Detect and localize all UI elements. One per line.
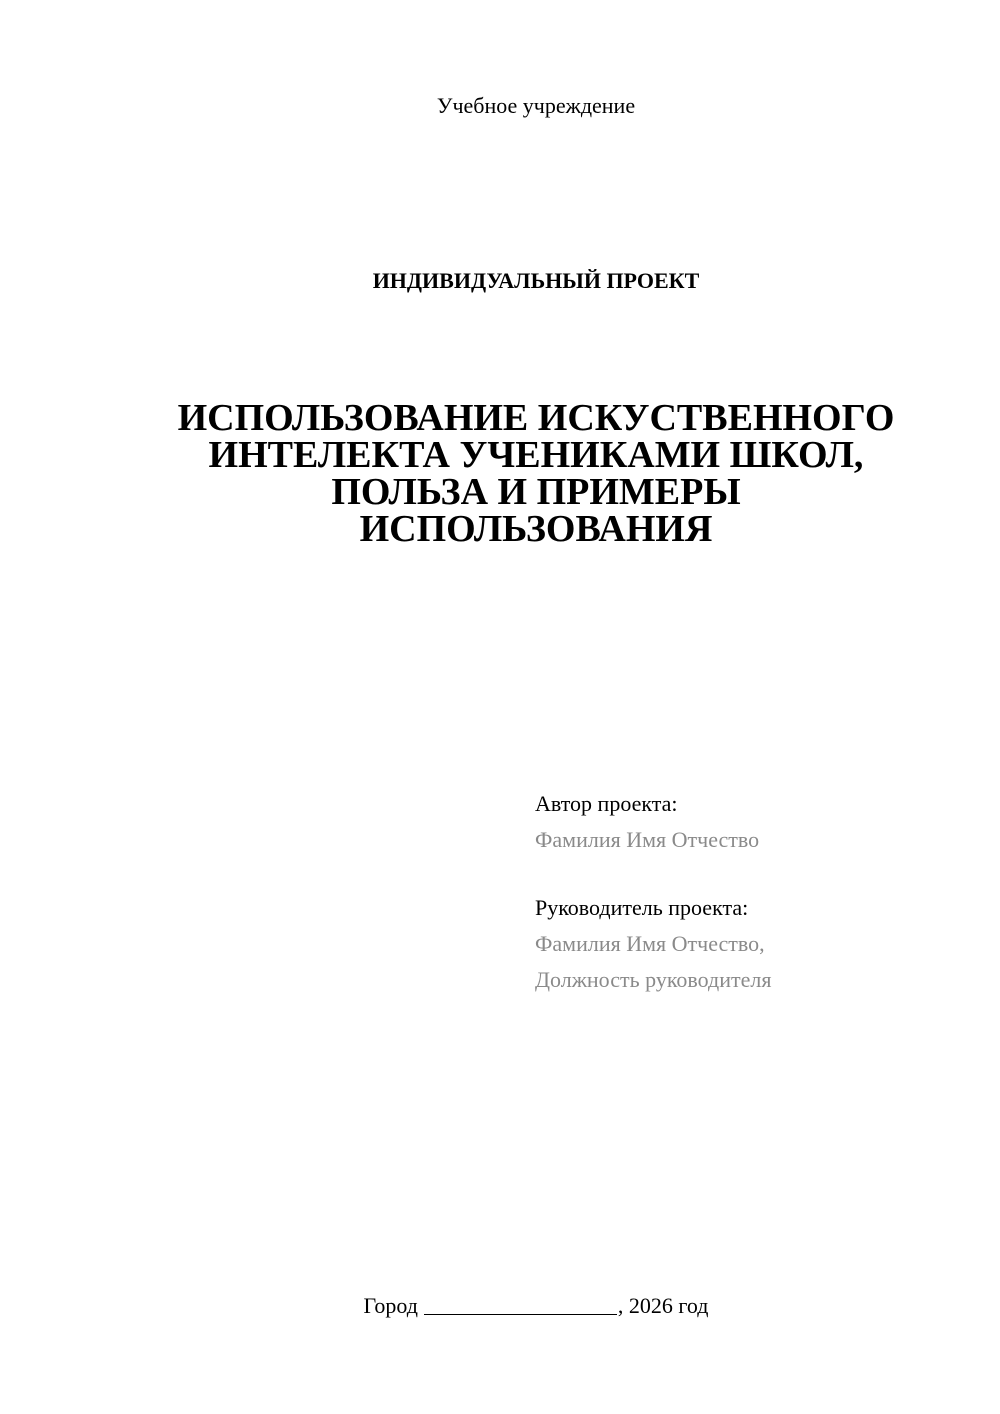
project-title-line: ПОЛЬЗА И ПРИМЕРЫ (331, 471, 741, 513)
supervisor-block (535, 890, 771, 998)
author-block (535, 786, 759, 858)
project-title-line: ИСПОЛЬЗОВАНИЯ (359, 508, 713, 550)
city-label: Город (363, 1293, 418, 1318)
project-type-heading: ИНДИВИДУАЛЬНЫЙ ПРОЕКТ (372, 268, 700, 293)
project-title-line: ИНТЕЛЕКТА УЧЕНИКАМИ ШКОЛ, (208, 434, 864, 476)
supervisor-label: Руководитель проекта: (535, 895, 749, 920)
footer-city-year (0, 1290, 1000, 1321)
supervisor-position-placeholder: Должность руководителя (535, 967, 772, 992)
project-title-line: ИСПОЛЬЗОВАНИЕ ИСКУСТВЕННОГО (177, 397, 895, 439)
author-label: Автор проекта: (535, 791, 678, 816)
city-blank-line (424, 1292, 617, 1315)
institution-name: Учебное учреждение (436, 93, 636, 118)
project-title (100, 397, 972, 550)
supervisor-name-placeholder: Фамилия Имя Отчество, (535, 931, 765, 956)
year-text: , 2026 год (617, 1293, 709, 1318)
author-name-placeholder: Фамилия Имя Отчество (535, 827, 760, 852)
